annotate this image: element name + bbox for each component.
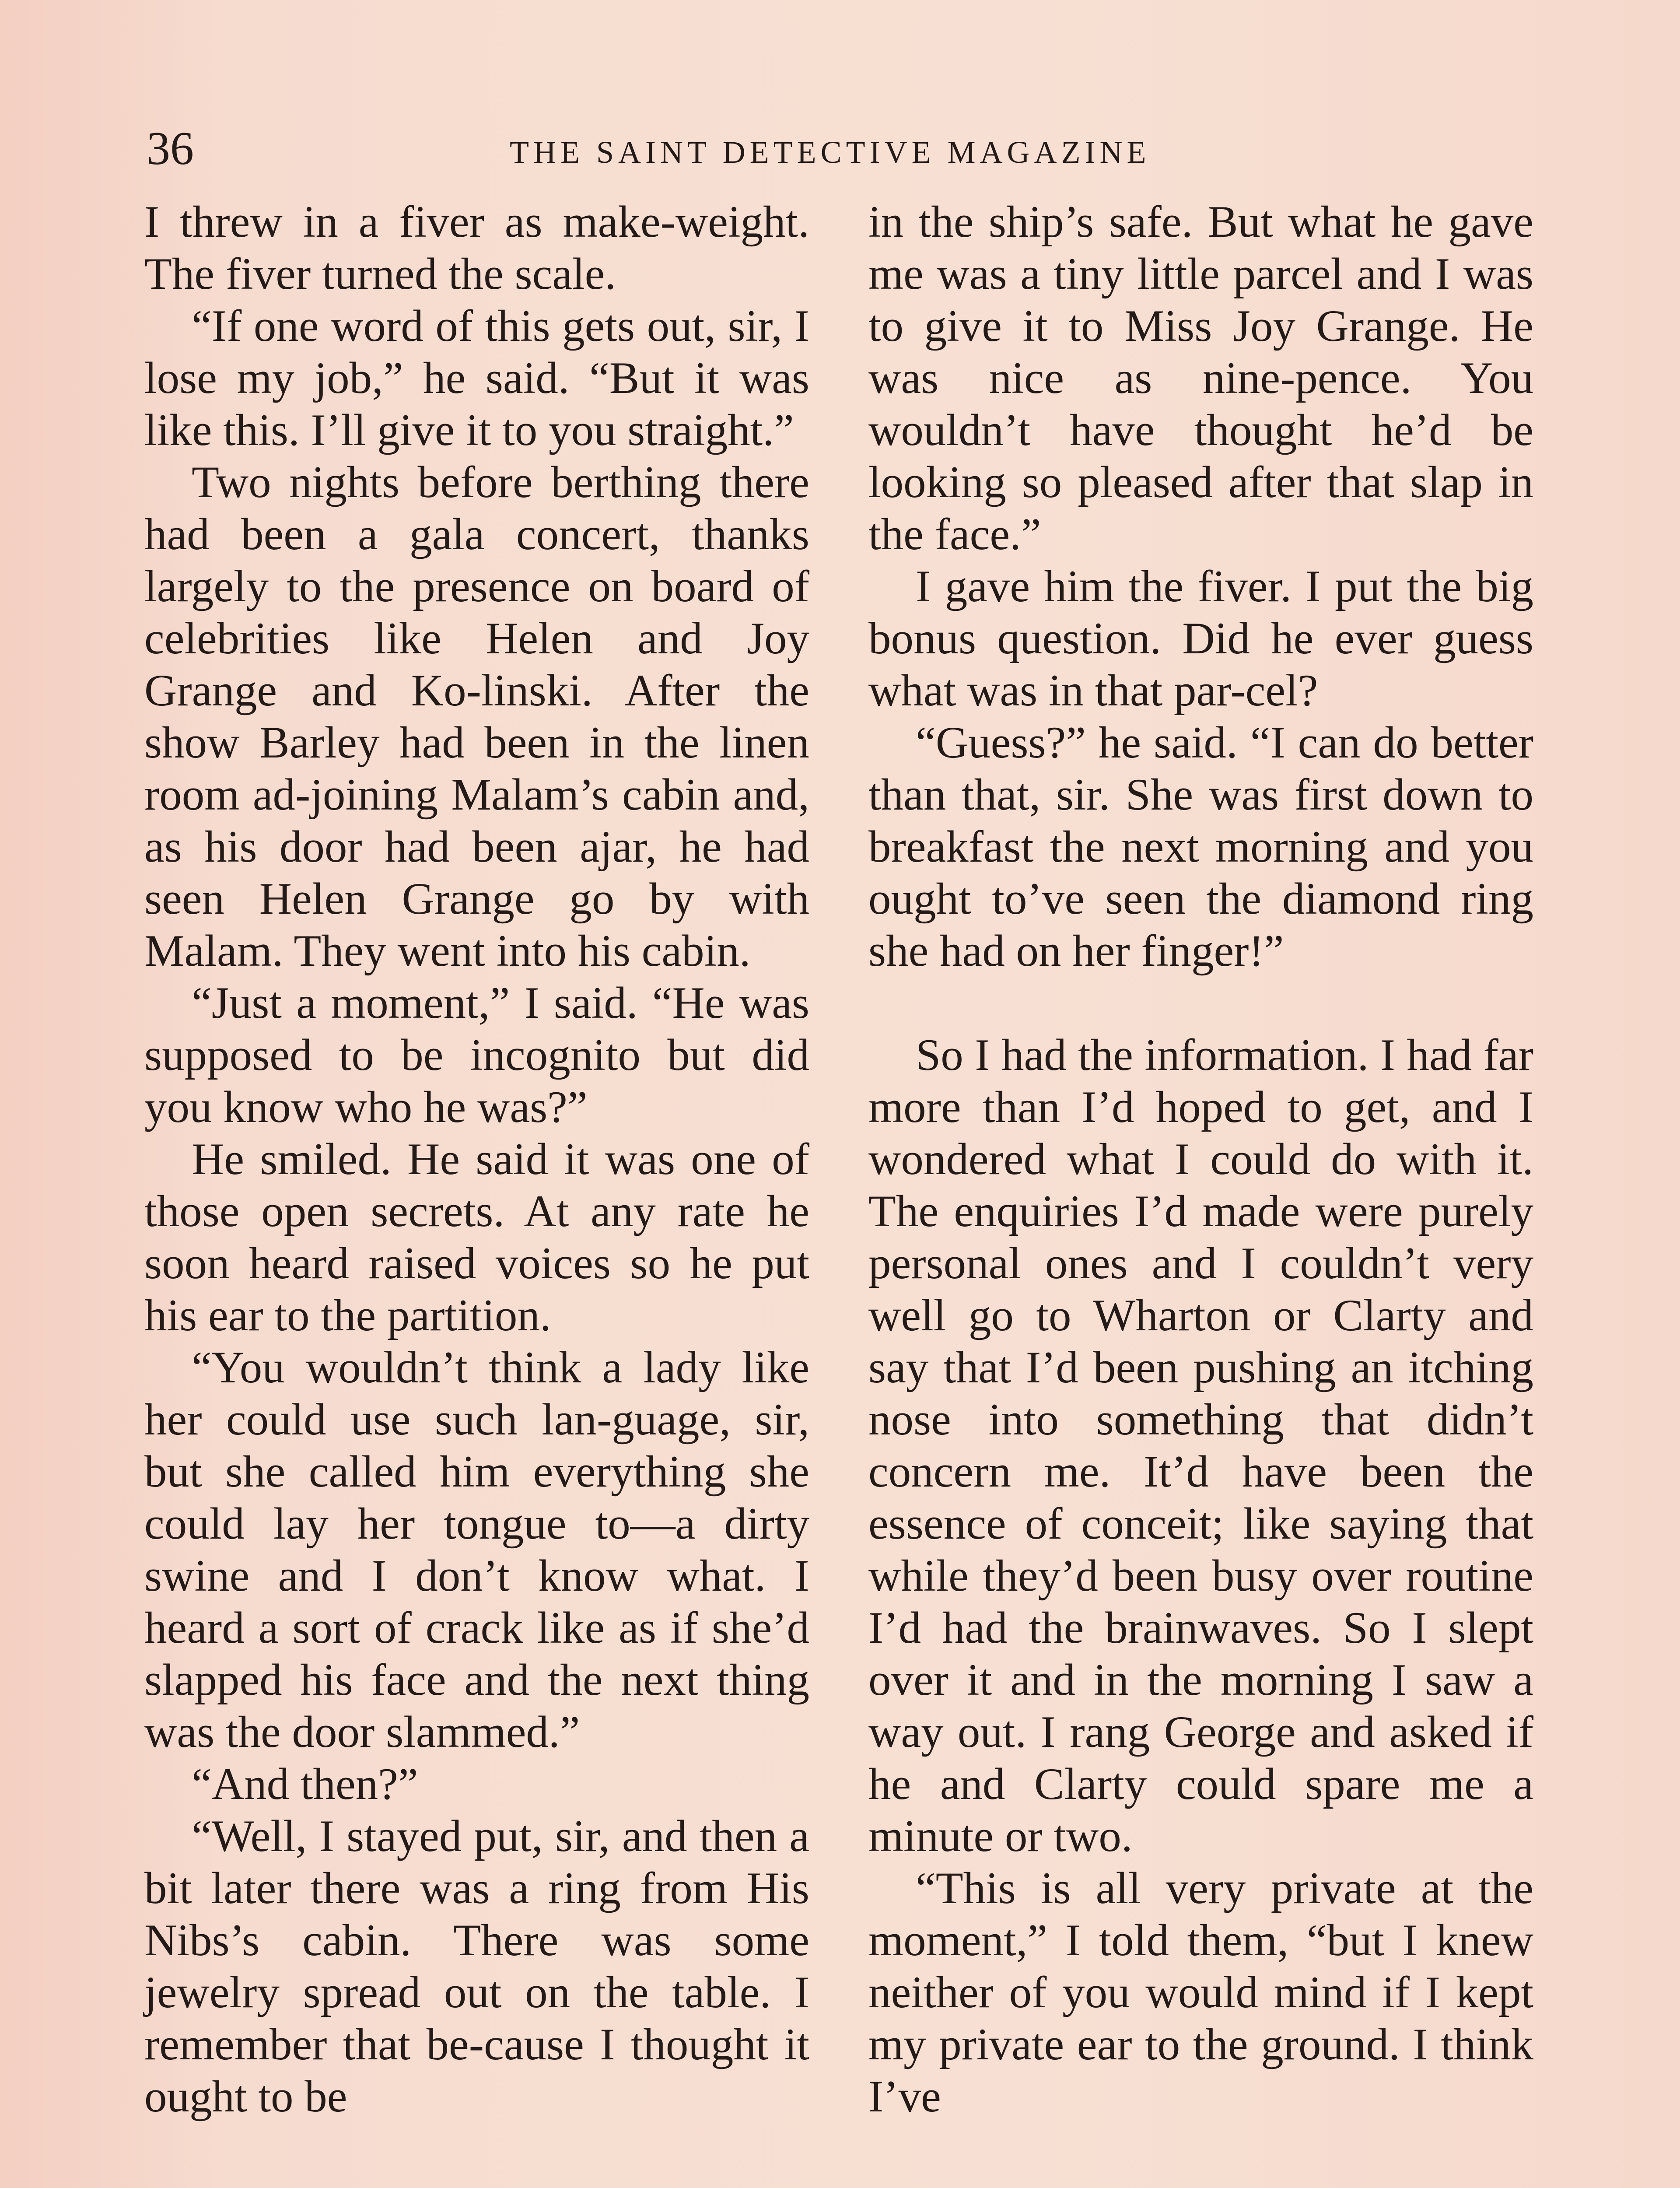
paragraph: “Guess?” he said. “I can do better than that, sir. She was first down to breakfast the next morning and you ought to’ve seen the diamond ring she had on her finger!” <box>868 718 1533 976</box>
paragraph: Two nights before berthing there had been a gala concert, thanks largely to the presence on board of celebrities like Helen and Joy Grange and Ko-linski. After the show Barley had been in the linen room ad-joining Malam’s cabin and, as his door had been ajar, he had seen Helen Grange go by with Malam. They went into his cabin. <box>144 457 809 976</box>
paragraph: I gave him the fiver. I put the big bonus question. Did he ever guess what was in that par-cel? <box>868 561 1533 715</box>
paragraph: He smiled. He said it was one of those open secrets. At any rate he soon heard raised voices so he put his ear to the partition. <box>144 1134 809 1340</box>
paragraph: “Well, I stayed put, sir, and then a bit later there was a ring from His Nibs’s cabin. There was some jewelry spread out on the table. I remember that be-cause I thought it ought to be <box>144 1811 809 2121</box>
paragraph: “And then?” <box>192 1759 418 1809</box>
paragraph: “You wouldn’t think a lady like her could use such lan-guage, sir, but she called him everything she could lay her tongue to—a dirty swine and I don’t know what. I heard a sort of crack like as if she’d slapped his face and the next thing was the door slammed.” <box>144 1343 809 1757</box>
page-header <box>147 118 1538 184</box>
page-number: 36 <box>147 123 194 175</box>
paragraph: So I had the information. I had far more than I’d hoped to get, and I wondered what I could do with it. The enquiries I’d made were purely personal ones and I couldn’t very well go to Wharton or Clarty and say that I’d been pushing an itching nose into something that didn’t concern me. It’d have been the essence of conceit; like saying that while they’d been busy over routine I’d had the brainwaves. So I slept over it and in the morning I saw a way out. I rang George and asked if he and Clarty could spare me a minute or two. <box>868 1030 1533 1861</box>
left-column <box>144 196 809 2123</box>
right-column <box>868 196 1533 2123</box>
paragraph: “If one word of this gets out, sir, I lose my job,” he said. “But it was like this. I’ll give it to you straight.” <box>144 301 809 455</box>
paragraph: in the ship’s safe. But what he gave me was a tiny little parcel and I was to give it to Miss Joy Grange. He was nice as nine-pence. You wouldn’t have thought he’d be looking so pleased after that slap in the face.” <box>868 197 1533 559</box>
paragraph: “Just a moment,” I said. “He was supposed to be incognito but did you know who he was?” <box>144 978 809 1132</box>
running-title: THE SAINT DETECTIVE MAGAZINE <box>510 135 1151 170</box>
paragraph: “This is all very private at the moment,” I told them, “but I knew neither of you would mind if I kept my private ear to the ground. I think I’ve <box>868 1863 1533 2121</box>
paragraph: I threw in a fiver as make-weight. The fiver turned the scale. <box>144 197 809 299</box>
